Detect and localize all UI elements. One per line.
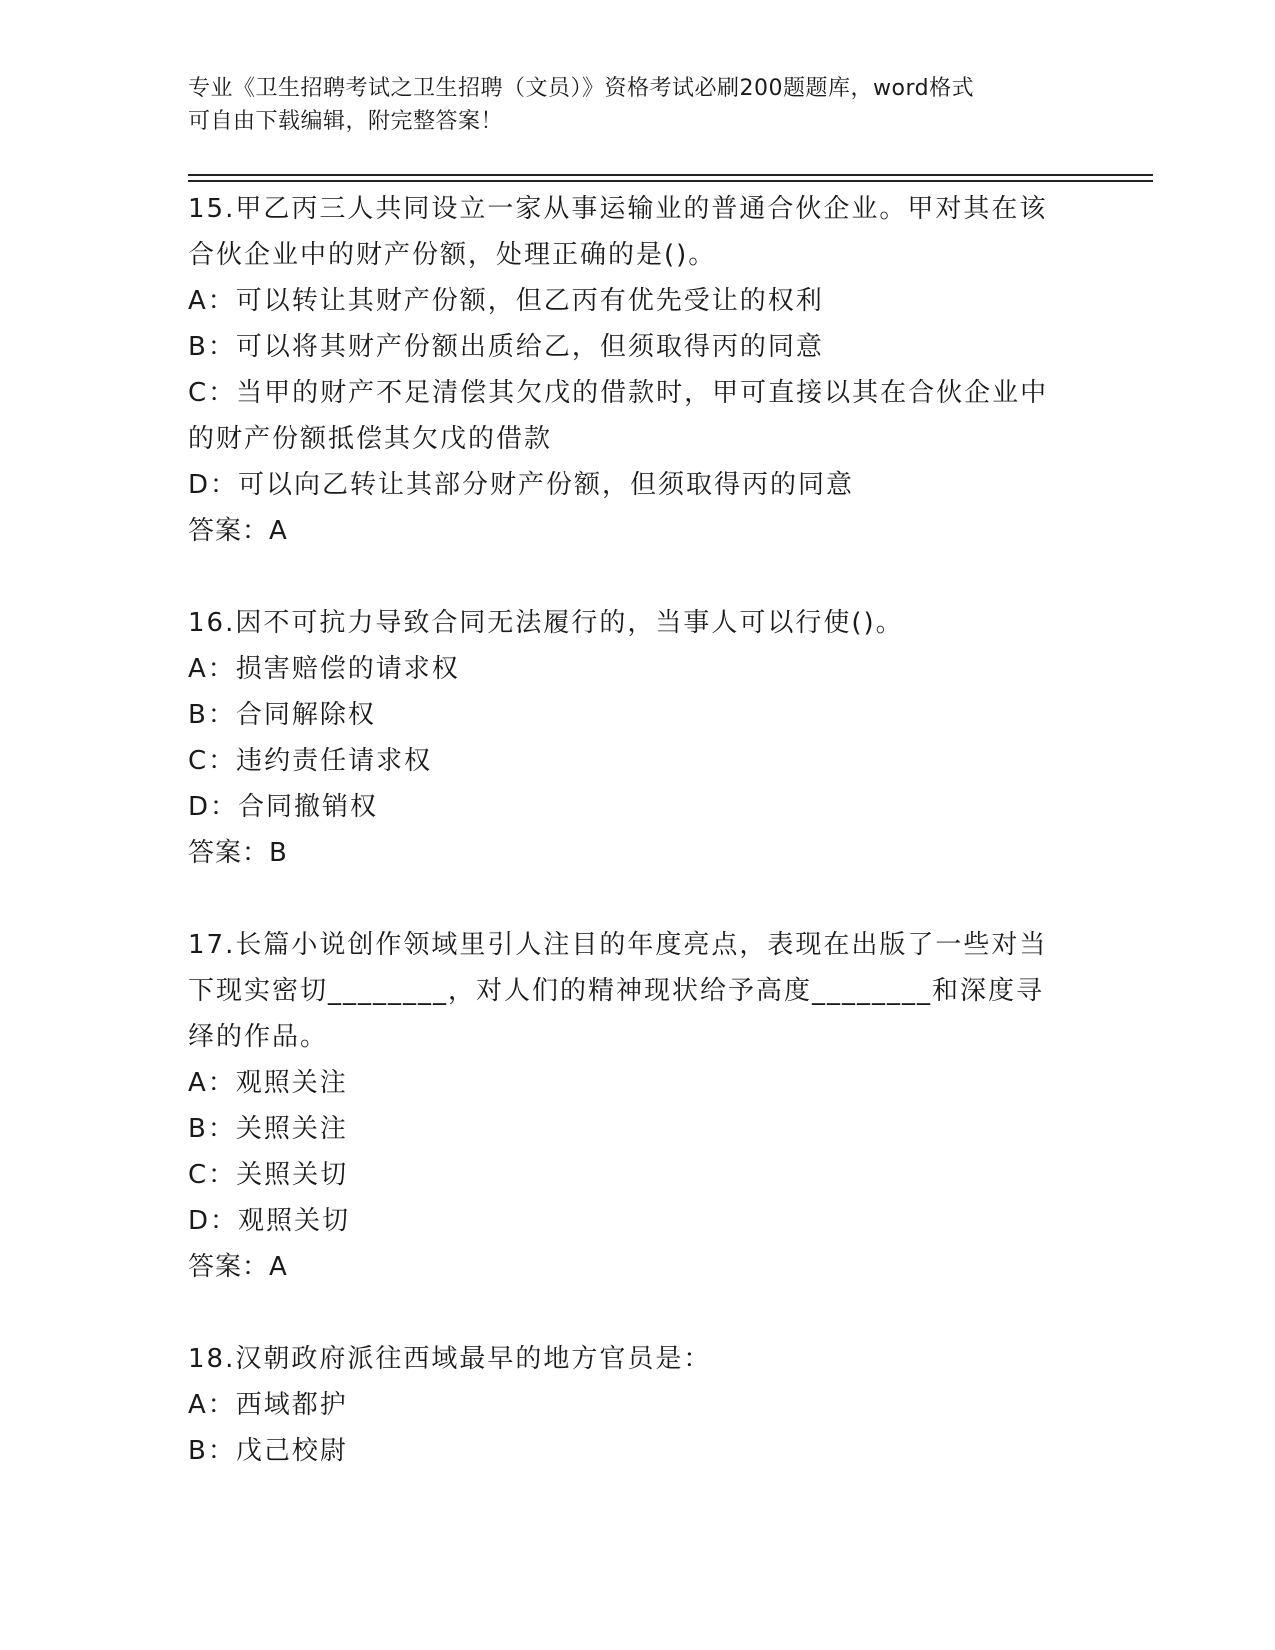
header-line-2: 可自由下载编辑，附完整答案！ <box>188 109 504 134</box>
option-c: C：当甲的财产不足清偿其欠戊的借款时，甲可直接以其在合伙企业中 <box>188 378 1049 408</box>
question-15 <box>188 186 1068 554</box>
option-d: D：可以向乙转让其部分财产份额，但须取得丙的同意 <box>188 470 855 500</box>
spacer <box>188 1290 1068 1336</box>
answer-label: 答案：A <box>188 516 288 546</box>
header-line-1: 专业《卫生招聘考试之卫生招聘（文员）》资格考试必刷200题题库，word格式 <box>188 76 975 101</box>
question-text-line: 16.因不可抗力导致合同无法履行的，当事人可以行使()。 <box>188 608 904 638</box>
option-b: B：戊己校尉 <box>188 1436 348 1466</box>
option-d: D：观照关切 <box>188 1206 351 1236</box>
option-a: A：可以转让其财产份额，但乙丙有优先受让的权利 <box>188 286 824 316</box>
option-c-continued: 的财产份额抵偿其欠戊的借款 <box>188 424 553 454</box>
question-17 <box>188 922 1068 1290</box>
document-header <box>188 72 1068 138</box>
question-text-line: 绎的作品。 <box>188 1022 329 1052</box>
option-b: B：可以将其财产份额出质给乙，但须取得丙的同意 <box>188 332 824 362</box>
answer-label: 答案：B <box>188 838 288 868</box>
header-rule-top <box>188 174 1153 176</box>
option-b: B：合同解除权 <box>188 700 376 730</box>
answer-label: 答案：A <box>188 1252 288 1282</box>
option-a: A：观照关注 <box>188 1068 348 1098</box>
question-text-line: 下现实密切________，对人们的精神现状给予高度________和深度寻 <box>188 976 1045 1006</box>
question-text-line: 17.长篇小说创作领域里引人注目的年度亮点，表现在出版了一些对当 <box>188 930 1048 960</box>
option-a: A：西域都护 <box>188 1390 348 1420</box>
header-rule-bottom <box>188 180 1153 182</box>
option-c: C：关照关切 <box>188 1160 349 1190</box>
option-d: D：合同撤销权 <box>188 792 379 822</box>
question-text-line: 18.汉朝政府派往西域最早的地方官员是： <box>188 1344 712 1374</box>
question-text-line: 合伙企业中的财产份额，处理正确的是()。 <box>188 240 717 270</box>
question-text-line: 15.甲乙丙三人共同设立一家从事运输业的普通合伙企业。甲对其在该 <box>188 194 1048 224</box>
question-16 <box>188 600 1068 876</box>
option-b: B：关照关注 <box>188 1114 348 1144</box>
option-a: A：损害赔偿的请求权 <box>188 654 460 684</box>
spacer <box>188 876 1068 922</box>
question-18 <box>188 1336 1068 1474</box>
option-c: C：违约责任请求权 <box>188 746 433 776</box>
question-list <box>188 186 1068 1474</box>
spacer <box>188 554 1068 600</box>
